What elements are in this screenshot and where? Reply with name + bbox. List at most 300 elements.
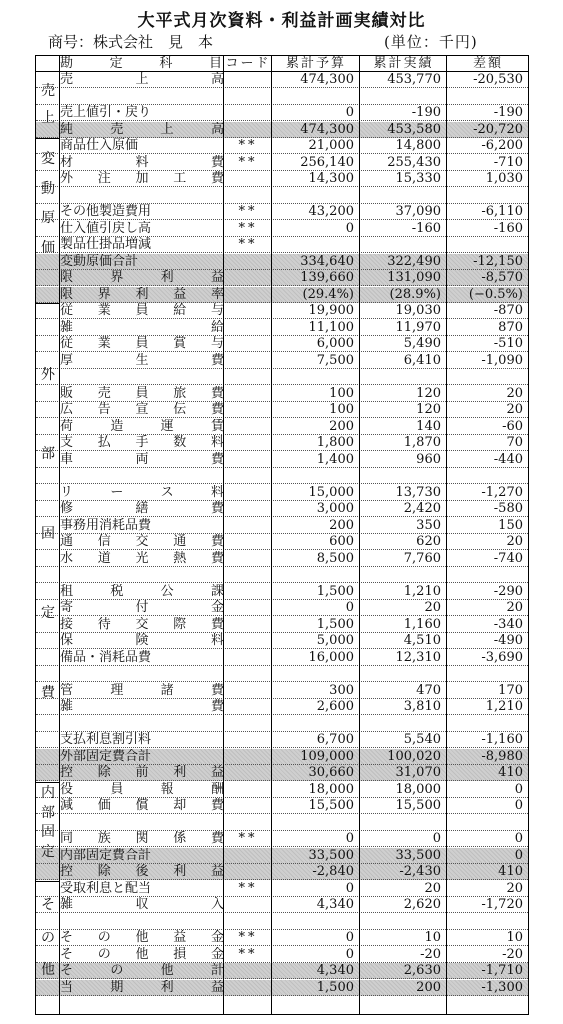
row-code xyxy=(224,369,272,385)
row-item-label: 販 売 員 旅 費 xyxy=(60,385,224,401)
row-diff-value: -510 xyxy=(493,336,523,351)
row-diff-value: -12,150 xyxy=(473,253,523,269)
row-actual-value: 6,410 xyxy=(403,352,441,368)
row-actual-value: 120 xyxy=(416,402,441,417)
row-budget-value: 8,500 xyxy=(316,550,354,566)
row-code xyxy=(224,386,272,402)
report-table xyxy=(35,55,529,1015)
row-actual-value: 140 xyxy=(416,418,441,434)
row-actual-value: 33,500 xyxy=(395,847,441,863)
table-row xyxy=(36,831,528,847)
table-row xyxy=(36,567,528,583)
row-actual-value: 20 xyxy=(424,880,441,896)
table-row xyxy=(36,419,528,435)
row-budget-value: 1,500 xyxy=(316,979,354,995)
row-code xyxy=(224,435,272,451)
row-code xyxy=(224,914,272,930)
row-code xyxy=(224,765,272,781)
row-item-label: 雑 費 xyxy=(60,699,224,714)
row-diff-value xyxy=(447,914,529,930)
row-code xyxy=(224,897,272,913)
table-row xyxy=(36,303,528,319)
row-item-label: 外 注 加 工 費 xyxy=(60,171,224,186)
row-code: ** xyxy=(238,237,258,252)
row-actual-value: 7,760 xyxy=(403,550,441,566)
table-row xyxy=(36,105,528,121)
row-diff-value: 10 xyxy=(506,930,523,945)
table-row xyxy=(36,237,528,253)
row-budget-value: 30,660 xyxy=(308,765,354,780)
row-diff-value: -60 xyxy=(502,418,523,434)
row-actual-value: 322,490 xyxy=(387,253,441,269)
table-header-row xyxy=(36,56,528,72)
row-actual-value xyxy=(360,716,447,732)
row-actual-value: 255,430 xyxy=(387,154,441,170)
table-row xyxy=(36,188,528,204)
row-budget-value: 200 xyxy=(329,418,354,434)
row-code xyxy=(224,72,272,88)
row-code xyxy=(224,749,272,765)
table-row xyxy=(36,666,528,682)
row-actual-value: -160 xyxy=(411,220,441,236)
row-diff-value xyxy=(447,89,529,105)
row-diff-value: -1,300 xyxy=(481,979,523,995)
row-code xyxy=(224,485,272,501)
row-budget-value: 6,000 xyxy=(316,336,354,351)
row-code: ** xyxy=(238,946,258,962)
group-separator xyxy=(36,782,60,783)
table-row xyxy=(36,122,528,138)
row-actual-value xyxy=(360,914,447,930)
row-diff-value: -1,710 xyxy=(481,963,523,978)
row-item-label xyxy=(60,89,224,105)
row-budget-value: 334,640 xyxy=(300,253,354,269)
row-actual-value: 14,800 xyxy=(395,138,441,153)
row-code xyxy=(224,402,272,418)
table-row xyxy=(36,633,528,649)
row-budget-value: 43,200 xyxy=(308,204,354,219)
row-budget-value: 3,000 xyxy=(316,501,354,516)
row-item-label: 租 税 公 課 xyxy=(60,583,224,599)
row-diff-value: -580 xyxy=(493,501,523,516)
row-diff-value: -160 xyxy=(493,220,523,236)
row-diff-value: 0 xyxy=(514,847,523,863)
row-diff-value: 870 xyxy=(498,319,523,335)
row-budget-value: 0 xyxy=(345,600,354,615)
table-row xyxy=(36,699,528,715)
table-row xyxy=(36,864,528,880)
row-diff-value: 0 xyxy=(514,798,523,813)
row-diff-value: -440 xyxy=(493,451,523,467)
row-actual-value: 2,630 xyxy=(403,963,441,978)
row-item-label: 荷 造 運 賃 xyxy=(60,418,224,434)
row-diff-value: -20 xyxy=(502,946,523,962)
table-row xyxy=(36,336,528,352)
table-row xyxy=(36,402,528,418)
row-actual-value: 12,310 xyxy=(395,649,441,665)
row-item-label: 限 界 利 益 xyxy=(60,270,224,285)
row-actual-value: 131,090 xyxy=(387,270,441,285)
row-code xyxy=(224,254,272,270)
row-item-label: 商品仕入原価 xyxy=(60,138,139,153)
row-code xyxy=(224,798,272,814)
table-row xyxy=(36,683,528,699)
row-actual-value xyxy=(360,666,447,682)
row-diff-value xyxy=(447,815,529,831)
row-diff-value: 20 xyxy=(506,880,523,896)
row-item-label: 純 売 上 高 xyxy=(60,121,224,137)
row-diff-value: -20,720 xyxy=(473,121,523,137)
table-row xyxy=(36,254,528,270)
group-label: 変 動 原 価 xyxy=(41,151,55,256)
row-budget-value: 15,500 xyxy=(308,798,354,813)
row-actual-value: 31,070 xyxy=(395,765,441,780)
row-budget-value xyxy=(272,188,360,204)
row-item-label: 通 信 交 通 費 xyxy=(60,534,224,549)
row-budget-value: 139,660 xyxy=(300,270,354,285)
row-item-label: 支 払 手 数 料 xyxy=(60,435,224,450)
row-budget-value: 33,500 xyxy=(308,847,354,863)
row-budget-value xyxy=(272,815,360,831)
row-code xyxy=(224,353,272,369)
table-row xyxy=(36,930,528,946)
table-row xyxy=(36,798,528,814)
row-item-label: 限 界 利 益 率 xyxy=(60,286,224,302)
row-item-label: 寄 付 金 xyxy=(60,600,224,615)
row-code xyxy=(224,600,272,616)
row-budget-value: 256,140 xyxy=(300,154,354,170)
column-divider xyxy=(271,56,272,1014)
row-budget-value xyxy=(272,468,360,484)
table-row xyxy=(36,963,528,979)
row-diff-value: -290 xyxy=(493,583,523,599)
row-item-label: 備品・消耗品費 xyxy=(60,649,152,665)
group-separator xyxy=(36,303,60,304)
row-item-label: 従 業 員 賞 与 xyxy=(60,336,224,351)
group-label: 外 部 固 定 費 xyxy=(41,366,55,701)
row-item-label: 修 繕 費 xyxy=(60,501,224,516)
row-budget-value xyxy=(272,369,360,385)
row-budget-value: 100 xyxy=(329,385,354,401)
row-budget-value: 474,300 xyxy=(300,121,354,137)
row-code xyxy=(224,303,272,319)
row-actual-value xyxy=(360,188,447,204)
row-diff-value: -1,720 xyxy=(481,897,523,912)
row-budget-value: 109,000 xyxy=(300,748,354,764)
row-actual-value: 15,500 xyxy=(395,798,441,813)
row-budget-value: 4,340 xyxy=(316,897,354,912)
table-row xyxy=(36,617,528,633)
row-budget-value: 0 xyxy=(345,220,354,236)
row-code xyxy=(224,287,272,303)
row-budget-value xyxy=(272,237,360,253)
col-header-budget: 累計予算 xyxy=(285,56,346,71)
table-row xyxy=(36,897,528,913)
row-actual-value: 18,000 xyxy=(395,781,441,797)
row-budget-value: 0 xyxy=(345,880,354,896)
table-row xyxy=(36,89,528,105)
row-actual-value: 13,730 xyxy=(395,484,441,500)
row-item-label: そ の 他 計 xyxy=(60,963,224,978)
row-code xyxy=(224,963,272,979)
row-budget-value: 0 xyxy=(345,105,354,120)
row-item-label: 水 道 光 熱 費 xyxy=(60,550,224,566)
row-diff-value: 150 xyxy=(498,517,523,533)
row-diff-value: 20 xyxy=(506,600,523,615)
table-row xyxy=(36,749,528,765)
table-row xyxy=(36,138,528,154)
column-divider xyxy=(446,56,447,1014)
row-actual-value: 20 xyxy=(424,600,441,615)
row-diff-value: -710 xyxy=(493,154,523,170)
row-item-label xyxy=(60,468,224,484)
column-divider xyxy=(59,56,60,1014)
row-budget-value: 4,340 xyxy=(316,963,354,978)
row-budget-value: 5,000 xyxy=(316,633,354,648)
table-row xyxy=(36,551,528,567)
row-budget-value xyxy=(272,567,360,583)
row-code: ** xyxy=(238,154,258,170)
row-actual-value: 11,970 xyxy=(395,319,441,335)
row-item-label: そ の 他 損 金 xyxy=(60,946,224,962)
row-item-label: 同 族 関 係 費 xyxy=(60,831,224,846)
row-code xyxy=(224,518,272,534)
row-budget-value: 474,300 xyxy=(300,72,354,87)
row-item-label: 車 両 費 xyxy=(60,451,224,467)
table-row xyxy=(36,72,528,88)
row-code xyxy=(224,551,272,567)
row-diff-value: (−0.5%) xyxy=(468,286,523,302)
row-code: ** xyxy=(238,220,258,236)
row-code xyxy=(224,89,272,105)
row-item-label: 売上値引・戻り xyxy=(60,105,152,120)
row-actual-value: -20 xyxy=(420,946,441,962)
table-row xyxy=(36,501,528,517)
row-code xyxy=(224,683,272,699)
table-row xyxy=(36,270,528,286)
row-diff-value xyxy=(447,369,529,385)
row-code xyxy=(224,336,272,352)
row-actual-value: -2,430 xyxy=(399,864,441,879)
table-row xyxy=(36,980,528,996)
row-code xyxy=(224,815,272,831)
table-row xyxy=(36,600,528,616)
row-budget-value: (29.4%) xyxy=(302,286,354,302)
row-diff-value: 20 xyxy=(506,534,523,549)
row-budget-value: 300 xyxy=(329,682,354,698)
col-header-item: 勘 定 科 目 xyxy=(60,56,224,71)
col-header-diff: 差額 xyxy=(472,56,503,71)
row-actual-value: 470 xyxy=(416,682,441,698)
row-diff-value: 1,210 xyxy=(485,699,523,714)
row-actual-value xyxy=(360,89,447,105)
row-actual-value: 0 xyxy=(432,831,441,846)
row-item-label: 接 待 交 際 費 xyxy=(60,616,224,632)
row-actual-value: 2,620 xyxy=(403,897,441,912)
table-row xyxy=(36,732,528,748)
row-item-label: 雑 収 入 xyxy=(60,897,224,912)
row-code xyxy=(224,584,272,600)
row-diff-value xyxy=(447,666,529,682)
row-budget-value: 0 xyxy=(345,946,354,962)
row-item-label: 役 員 報 酬 xyxy=(60,781,224,797)
row-budget-value: 11,100 xyxy=(308,319,354,335)
table-row xyxy=(36,468,528,484)
table-row xyxy=(36,716,528,732)
table-row xyxy=(36,765,528,781)
row-item-label: 控 除 後 利 益 xyxy=(60,864,224,879)
row-item-label: 管 理 諸 費 xyxy=(60,682,224,698)
row-budget-value: 0 xyxy=(345,831,354,846)
row-diff-value xyxy=(447,468,529,484)
row-code xyxy=(224,188,272,204)
row-item-label: 従 業 員 給 与 xyxy=(60,303,224,318)
row-code xyxy=(224,782,272,798)
row-budget-value: 18,000 xyxy=(308,781,354,797)
row-budget-value: 600 xyxy=(329,534,354,549)
table-row xyxy=(36,320,528,336)
row-code xyxy=(224,650,272,666)
row-code: ** xyxy=(238,880,258,896)
row-code xyxy=(224,567,272,583)
table-row xyxy=(36,171,528,187)
table-row xyxy=(36,584,528,600)
row-item-label xyxy=(60,188,224,204)
row-code xyxy=(224,534,272,550)
row-diff-value: -740 xyxy=(493,550,523,566)
row-item-label: 当 期 利 益 xyxy=(60,979,224,995)
column-divider xyxy=(223,56,224,1014)
row-actual-value: 453,770 xyxy=(387,72,441,87)
row-code xyxy=(224,732,272,748)
row-budget-value: 6,700 xyxy=(316,732,354,747)
row-actual-value xyxy=(360,237,447,253)
row-actual-value: 5,490 xyxy=(403,336,441,351)
row-item-label: その他製造費用 xyxy=(60,204,152,219)
row-diff-value: -8,570 xyxy=(481,270,523,285)
row-diff-value: -490 xyxy=(493,633,523,648)
row-code: ** xyxy=(238,831,258,846)
row-actual-value: 620 xyxy=(416,534,441,549)
row-diff-value: 70 xyxy=(506,435,523,450)
row-actual-value: 120 xyxy=(416,385,441,401)
row-budget-value: 1,500 xyxy=(316,583,354,599)
row-item-label: 外部固定費合計 xyxy=(60,748,152,764)
row-actual-value: 1,210 xyxy=(403,583,441,599)
row-budget-value: 19,900 xyxy=(308,303,354,318)
table-row xyxy=(36,914,528,930)
row-actual-value: 3,810 xyxy=(403,699,441,714)
row-budget-value: 100 xyxy=(329,402,354,417)
table-row xyxy=(36,518,528,534)
row-code xyxy=(224,171,272,187)
row-diff-value: -1,270 xyxy=(481,484,523,500)
row-diff-value xyxy=(447,237,529,253)
row-diff-value: 20 xyxy=(506,402,523,417)
table-row xyxy=(36,650,528,666)
row-diff-value: -1,160 xyxy=(481,732,523,747)
row-actual-value: 19,030 xyxy=(395,303,441,318)
row-item-label: 材 料 費 xyxy=(60,154,224,170)
row-diff-value: -340 xyxy=(493,616,523,632)
row-code xyxy=(224,105,272,121)
row-diff-value: -3,690 xyxy=(481,649,523,665)
row-item-label xyxy=(60,716,224,732)
row-actual-value: 2,420 xyxy=(403,501,441,516)
row-actual-value xyxy=(360,369,447,385)
row-code: ** xyxy=(238,204,258,219)
row-actual-value xyxy=(360,815,447,831)
row-diff-value: 0 xyxy=(514,831,523,846)
row-diff-value: -190 xyxy=(493,105,523,120)
row-item-label: 仕入値引戻し高 xyxy=(60,220,152,236)
table-row xyxy=(36,534,528,550)
row-actual-value: 1,160 xyxy=(403,616,441,632)
row-budget-value xyxy=(272,666,360,682)
row-diff-value: -8,980 xyxy=(481,748,523,764)
row-item-label: 内部固定費合計 xyxy=(60,847,152,863)
row-item-label: 控 除 前 利 益 xyxy=(60,765,224,780)
row-budget-value xyxy=(272,914,360,930)
row-code xyxy=(224,617,272,633)
row-code: ** xyxy=(238,138,258,153)
company-name: 商号：株式会社 見 本 xyxy=(48,33,214,51)
row-diff-value: -6,110 xyxy=(481,204,523,219)
unit-label: (単位：千円) xyxy=(384,33,478,51)
row-diff-value: 410 xyxy=(498,765,523,780)
table-row xyxy=(36,204,528,220)
row-item-label: そ の 他 益 金 xyxy=(60,930,224,945)
row-item-label: 支払利息割引料 xyxy=(60,732,152,747)
row-actual-value: 960 xyxy=(416,451,441,467)
row-actual-value xyxy=(360,468,447,484)
row-item-label xyxy=(60,567,224,583)
row-budget-value xyxy=(272,89,360,105)
row-actual-value: 4,510 xyxy=(403,633,441,648)
group-label: 内 部 固 定 xyxy=(41,785,55,860)
row-item-label: 広 告 宣 伝 費 xyxy=(60,402,224,417)
row-actual-value: 10 xyxy=(424,930,441,945)
table-row xyxy=(36,485,528,501)
row-item-label: リ ー ス 料 xyxy=(60,484,224,500)
row-actual-value: 453,580 xyxy=(387,121,441,137)
row-budget-value: 0 xyxy=(345,930,354,945)
row-budget-value xyxy=(272,716,360,732)
row-diff-value: -20,530 xyxy=(473,72,523,87)
row-diff-value: -870 xyxy=(493,303,523,318)
row-budget-value: 21,000 xyxy=(308,138,354,153)
row-actual-value: -190 xyxy=(411,105,441,120)
row-diff-value: -6,200 xyxy=(481,138,523,153)
group-label: 売 上 xyxy=(41,83,55,126)
column-divider xyxy=(359,56,360,1014)
row-actual-value: 15,330 xyxy=(395,171,441,186)
row-actual-value: 100,020 xyxy=(387,748,441,764)
row-actual-value: 350 xyxy=(416,517,441,533)
row-code xyxy=(224,848,272,864)
row-item-label: 売 上 高 xyxy=(60,72,224,87)
row-code xyxy=(224,452,272,468)
row-item-label: 事務用消耗品費 xyxy=(60,517,152,533)
row-code xyxy=(224,633,272,649)
row-item-label: 厚 生 費 xyxy=(60,352,224,368)
row-code: ** xyxy=(238,930,258,945)
table-row xyxy=(36,947,528,963)
row-budget-value: 1,800 xyxy=(316,435,354,450)
row-item-label: 変動原価合計 xyxy=(60,253,139,269)
row-diff-value xyxy=(447,716,529,732)
row-actual-value: (28.9%) xyxy=(389,286,441,302)
